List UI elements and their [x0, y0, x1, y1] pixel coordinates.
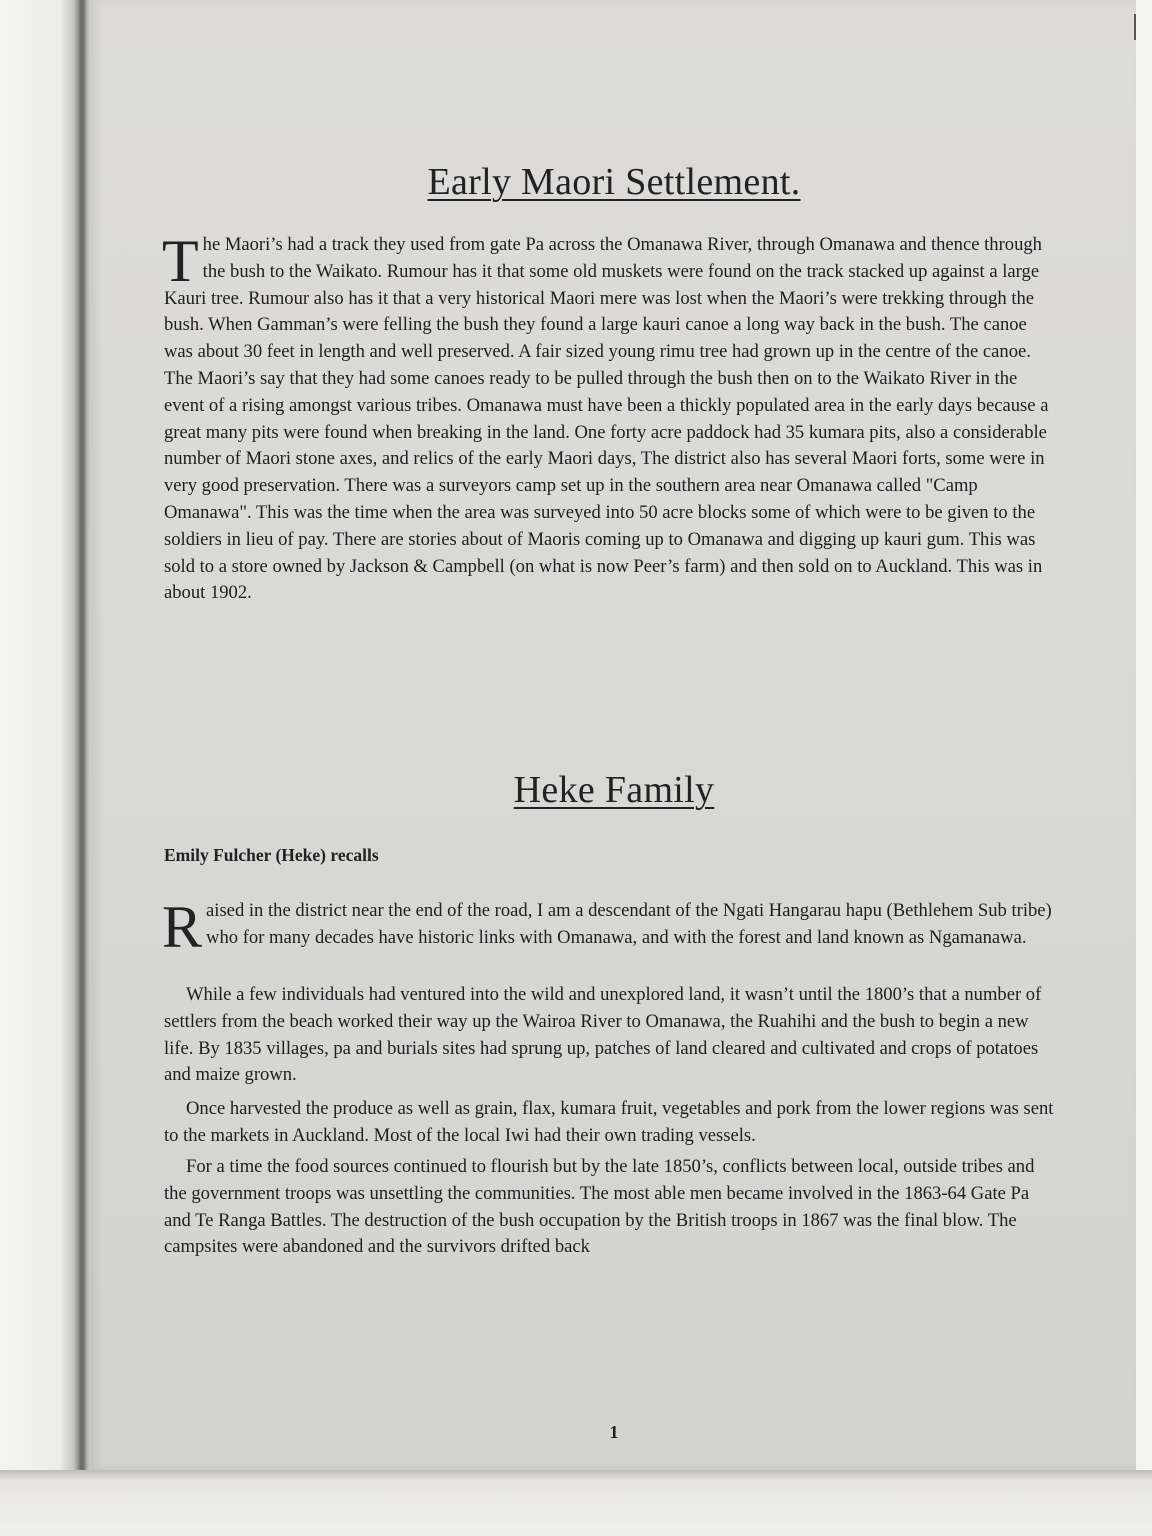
paragraph-heke-1: [162, 894, 1054, 960]
paragraph-early-maori-settlement: [162, 228, 1054, 607]
paragraph-heke-2: While a few individuals had ventured into the wild and unexplored land, it wasn’t until the 1800’s that a number of settlers from the beach worked their way up the Wairoa River to Omanawa, the Ruahihi and the bush to begin a new life. By 1835 villages, pa and burials sites had sprung up, patches of land cleared and cultivated and crops of potatoes and maize grown.: [164, 984, 1042, 1086]
byline: Emily Fulcher (Heke) recalls: [164, 845, 379, 865]
page-bottom-edge: [0, 1470, 1152, 1536]
drop-cap: T: [162, 228, 199, 294]
page-edge-mark: [1134, 14, 1136, 40]
paragraph-heke-3: Once harvested the produce as well as grain, flax, kumara fruit, vegetables and pork from the lower regions was sent to the markets in Auckland. Most of the local Iwi had their own trading vessels.: [164, 1098, 1054, 1146]
book-spine-shadow: [74, 0, 86, 1480]
section-title-early-maori-settlement: Early Maori Settlement.: [427, 161, 801, 203]
page-number: 1: [609, 1422, 619, 1442]
paragraph-text: he Maori’s had a track they used from gate Pa across the Omanawa River, through Omanawa and thence through the bush to the Waikato. Rumour has it that some old muskets were found on the track stacked up against a large Kauri tree. Rumour also has it that a very historical Maori mere was lost when the Maori’s were trekking through the bush. When Gamman’s were felling the bush they found a large kauri canoe a long way back in the bush. The canoe was about 30 feet in length and well preserved. A fair sized young rimu tree had grown up in the centre of the canoe. The Maori’s say that they had some canoes ready to be pulled through the bush then on to the Waikato River in the event of a rising amongst various tribes. Omanawa must have been a thickly populated area in the early days because a great many pits were found when breaking in the land. One forty acre paddock had 35 kumara pits, also a considerable number of Maori stone axes, and relics of the early Maori days, The district also has several Maori forts, some were in very good preservation. There was a surveyors camp set up in the southern area near Omanawa called "Camp Omanawa". This was the time when the area was surveyed into 50 acre blocks some of which were to be given to the soldiers in lieu of pay. There are stories about of Maoris coming up to Omanawa and digging up kauri gum. This was sold to a store owned by Jackson & Campbell (on what is now Peer’s farm) and then sold on to Auckland. This was in about 1902.: [164, 234, 1049, 604]
section-title-heke-family: Heke Family: [513, 769, 715, 811]
paragraph-text: aised in the district near the end of the road, I am a descendant of the Ngati Hangarau hapu (Bethlehem Sub tribe) who for many decades have historic links with Omanawa, and with the forest and land known as Ngamanawa.: [206, 900, 1052, 948]
paragraph-heke-4: For a time the food sources continued to flourish but by the late 1850’s, conflicts between local, outside tribes and the government troops was unsettling the communities. The most able men became involved in the 1863-64 Gate Pa and Te Ranga Battles. The destruction of the bush occupation by the British troops in 1867 was the final blow. The campsites were abandoned and the survivors drifted back: [164, 1156, 1035, 1258]
drop-cap: R: [162, 894, 203, 960]
